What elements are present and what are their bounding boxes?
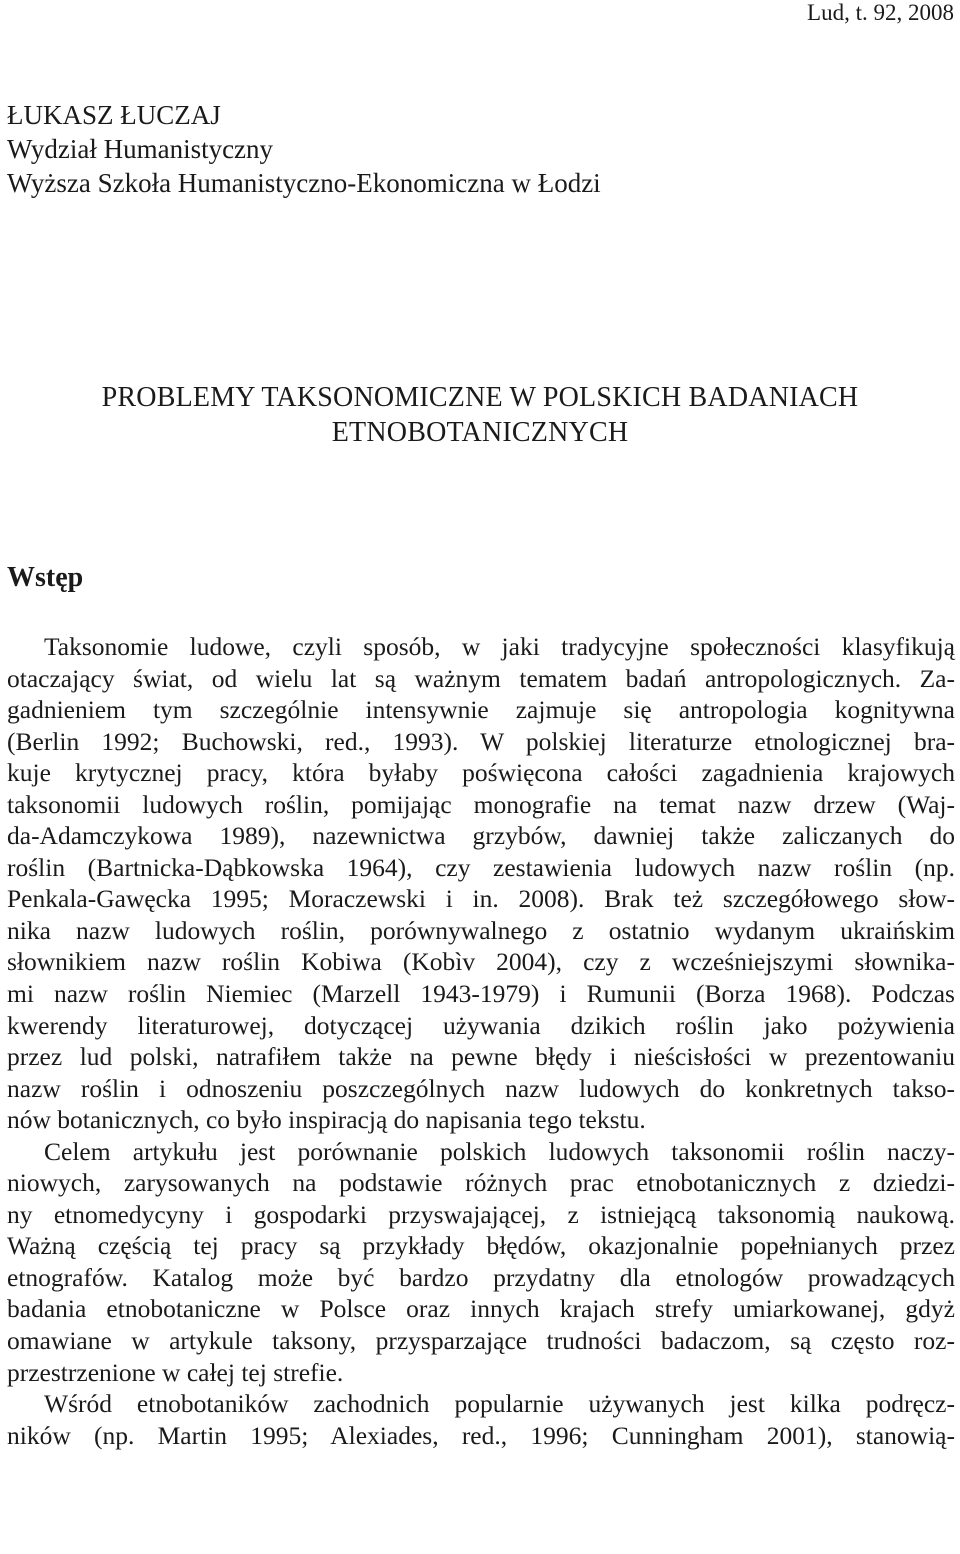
body-line: niowych, zarysowanych na podstawie różnych prac etnobotanicznych z dziedzi-: [7, 1168, 955, 1198]
body-line: roślin (Bartnicka-Dąbkowska 1964), czy zestawienia ludowych nazw roślin (np.: [7, 852, 955, 882]
body-line: nika nazw ludowych roślin, porównywalnego z ostatnio wydanym ukraińskim: [7, 915, 955, 945]
body-line: kwerendy literaturowej, dotyczącej używania dzikich roślin jako pożywienia: [7, 1010, 955, 1040]
body-line: omawiane w artykule taksony, przysparzające trudności badaczom, są często roz-: [7, 1326, 955, 1356]
body-line: przez lud polski, natrafiłem także na pewne błędy i nieścisłości w prezentowaniu: [7, 1042, 955, 1072]
running-head: Lud, t. 92, 2008: [807, 0, 954, 25]
body-line: Taksonomie ludowe, czyli sposób, w jaki tradycyjne społeczności klasyfikują: [44, 632, 955, 661]
article-title-line-1: PROBLEMY TAKSONOMICZNE W POLSKICH BADANIACH: [101, 382, 859, 413]
body-line: Penkala-Gawęcka 1995; Moraczewski i in. 2008). Brak też szczegółowego słow-: [7, 884, 955, 914]
author-block: [7, 98, 601, 200]
body-line: (Berlin 1992; Buchowski, red., 1993). W polskiej literaturze etnologicznej bra-: [7, 726, 955, 756]
body-line: gadnieniem tym szczególnie intensywnie zajmuje się antropologia kognitywna: [7, 695, 955, 725]
body-line: nazw roślin i odnoszeniu poszczególnych nazw ludowych do konkretnych takso-: [7, 1073, 955, 1103]
body-line: słownikiem nazw roślin Kobiwa (Kobìv 2004), czy z wcześniejszymi słownika-: [7, 947, 955, 977]
body-line: przestrzenione w całej tej strefie.: [7, 1357, 344, 1387]
article-title: [0, 380, 960, 450]
author-institution: Wyższa Szkoła Humanistyczno-Ekonomiczna w Łodzi: [7, 168, 601, 198]
body-line: nów botanicznych, co było inspiracją do napisania tego tekstu.: [7, 1105, 646, 1135]
body-line: kuje krytycznej pracy, która byłaby poświęcona całości zagadnienia krajowych: [7, 758, 955, 788]
body-line: ny etnomedycyny i gospodarki przyswajającej, z istniejącą taksonomią naukową.: [7, 1199, 955, 1229]
body-line: otaczający świat, od wielu lat są ważnym tematem badań antropologicznych. Za-: [7, 663, 955, 693]
body-line: da-Adamczykowa 1989), nazewnictwa grzybów, dawniej także zaliczanych do: [7, 821, 955, 851]
body-line: etnografów. Katalog może być bardzo przydatny dla etnologów prowadzących: [7, 1262, 955, 1292]
body-line: taksonomii ludowych roślin, pomijając monografie na temat nazw drzew (Waj-: [7, 789, 955, 819]
section-heading: Wstęp: [7, 562, 84, 593]
body-line: Ważną częścią tej pracy są przykłady błędów, okazjonalnie popełnianych przez: [7, 1231, 955, 1261]
body-line: Wśród etnobotaników zachodnich popularnie używanych jest kilka podręcz-: [44, 1389, 955, 1419]
body-line: ników (np. Martin 1995; Alexiades, red., 1996; Cunningham 2001), stanowią-: [7, 1420, 955, 1450]
article-title-line-2: ETNOBOTANICZNYCH: [331, 417, 629, 448]
body-line: mi nazw roślin Niemiec (Marzell 1943-1979) i Rumunii (Borza 1968). Podczas: [7, 979, 955, 1009]
body-line: badania etnobotaniczne w Polsce oraz innych krajach strefy umiarkowanej, gdyż: [7, 1294, 955, 1324]
author-faculty: Wydział Humanistyczny: [7, 134, 274, 164]
author-name: ŁUKASZ ŁUCZAJ: [7, 100, 221, 130]
body-line: Celem artykułu jest porównanie polskich ludowych taksonomii roślin naczy-: [44, 1136, 955, 1166]
body-text: [7, 631, 955, 1451]
